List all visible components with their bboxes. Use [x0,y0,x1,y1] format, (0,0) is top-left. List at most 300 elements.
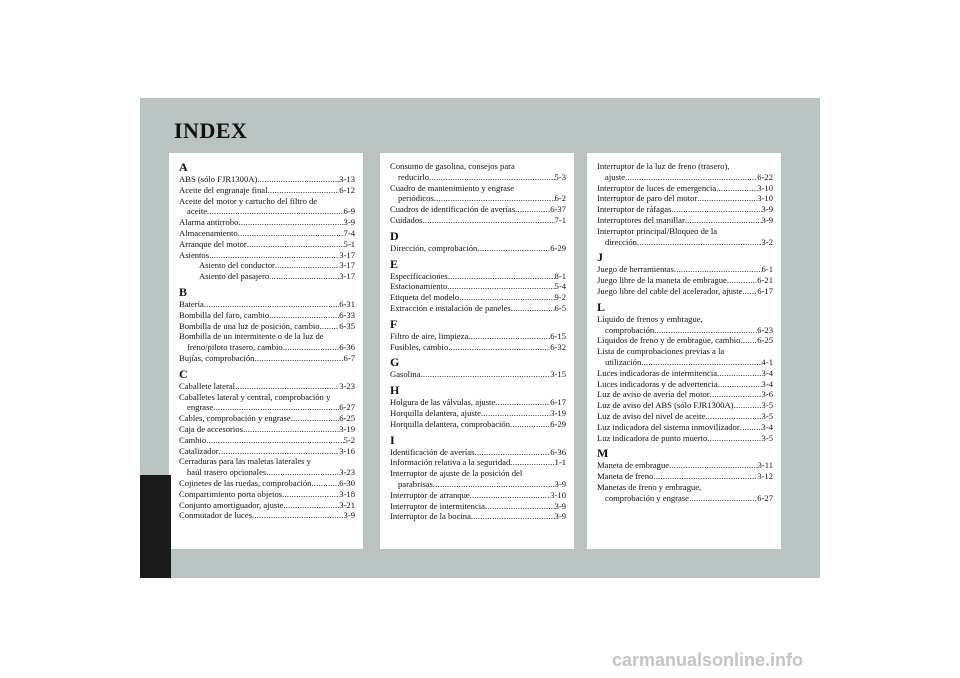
index-entry-text: Manetas de freno y embrague, [597,481,702,492]
index-page-number: 6-30 [339,477,355,488]
index-page-number: 3-5 [761,400,773,411]
index-page-number: 3-4 [761,421,773,432]
index-page-number: 6-21 [757,275,773,286]
index-entry [179,321,355,332]
index-page-number: 8-1 [554,270,566,281]
dot-leader [254,353,343,364]
index-page-number: 6-36 [550,446,566,457]
index-entry [179,260,355,271]
index-page-number: 3-19 [550,407,566,418]
index-page-number: 6-15 [550,330,566,341]
dot-leader [510,419,550,430]
dot-leader [238,217,343,228]
index-entry [179,478,355,489]
index-letter-heading: B [179,284,188,299]
index-entry [390,183,566,194]
index-entry [597,400,773,411]
dot-leader [477,243,550,254]
dot-leader [209,250,339,261]
index-entry-text: Interruptor de luces de emergencia [597,182,717,193]
index-entry [390,479,566,490]
index-entry-text: freno/piloto trasero, cambio [187,342,283,353]
index-entry [597,325,773,336]
index-page-number: 6-29 [550,418,566,429]
index-letter-heading: G [390,355,400,370]
dot-leader [740,335,757,346]
index-entry-text: Interruptor de arranque [390,489,470,500]
index-entry [390,408,566,419]
index-entry [390,161,566,172]
dot-leader [219,446,340,457]
dot-leader [282,489,339,500]
index-page-number: 3-4 [761,378,773,389]
index-page-number: 6-9 [343,206,355,217]
index-entry-text: Cuadros de identificación de averías [390,204,516,215]
index-entry [390,457,566,468]
dot-leader [485,501,555,512]
index-page-number: 3-9 [761,214,773,225]
dot-leader [727,275,757,286]
index-entry [597,226,773,237]
index-page-number: 3-21 [339,499,355,510]
index-entry [597,215,773,226]
index-page-number: 3-5 [761,432,773,443]
index-entry [179,435,355,446]
index-page-number: 6-1 [761,264,773,275]
dot-leader [625,172,757,183]
index-entry [597,471,773,482]
index-entry-text: Etiqueta del modelo [390,292,460,303]
index-entry [597,264,773,275]
index-entry-text: Cables, comprobación y engrase [179,413,291,424]
index-page-number: 6-29 [550,242,566,253]
dot-leader [697,193,757,204]
index-entry [179,299,355,310]
index-entry [597,161,773,172]
index-entry-text: Especificaciones [390,270,448,281]
index-entry [597,422,773,433]
dot-leader [510,457,554,468]
index-entry [179,353,355,364]
index-entry [390,369,566,380]
index-entry [597,493,773,504]
index-entry-text: Luz de aviso del nivel de aceite [597,410,706,421]
index-page-number: 3-11 [757,460,773,471]
index-letter-heading: H [390,383,400,398]
manual-page [140,98,820,578]
index-page-number: 6-17 [757,285,773,296]
dot-leader [669,460,758,471]
dot-leader [717,368,762,379]
chapter-tab [140,475,171,578]
index-entry [390,204,566,215]
index-page-number: 3-9 [554,500,566,511]
index-page-number: 3-23 [339,467,355,478]
index-entry [179,217,355,228]
index-entry [179,413,355,424]
index-entry [390,281,566,292]
index-entry-text: Caballetes lateral y central, comprobación y [179,391,331,402]
index-entry [390,490,566,501]
index-entry-text: Cuadro de mantenimiento y engrase [390,182,515,193]
page-title: INDEX [174,118,248,143]
index-entry [179,467,355,478]
index-page-number: 6-2 [554,193,566,204]
index-entry [390,172,566,183]
index-entry-text: Aceite del engranaje final [179,184,268,195]
index-page-number: 3-5 [761,410,773,421]
dot-leader [459,292,554,303]
index-entry-text: Luz de aviso de avería del motor [597,389,710,400]
index-entry-text: ajuste [605,171,626,182]
index-letter-heading: I [390,432,395,447]
dot-leader [235,381,339,392]
index-entry-text: Compartimiento porta objetos [179,488,283,499]
dot-leader [434,193,555,204]
watermark: carmanualsonline.info [612,650,804,670]
index-entry-text: engrase [187,402,214,413]
index-entry-text: Luces indicadoras de intermitencia [597,367,718,378]
index-entry-text: Bombilla de una luz de posición, cambio [179,320,320,331]
index-entry-text: utilización [605,356,642,367]
index-entry [390,447,566,458]
index-column-3 [587,153,781,549]
dot-leader [283,342,340,353]
index-entry-text: Interruptor de ajuste de la posición del [390,468,523,479]
index-entry-text: Aceite del motor y cartucho del filtro de [179,195,318,206]
index-page-number: 3-18 [339,488,355,499]
index-entry-text: Juego libre de la maneta de embrague [597,275,727,286]
index-entry [179,271,355,282]
index-entry-text: Filtro de aire, limpieza [390,330,469,341]
index-entry [179,310,355,321]
index-entry [390,419,566,430]
index-entry [597,389,773,400]
index-entry [179,392,355,403]
index-page-number: 3-17 [339,260,355,271]
index-page-number: 6-12 [339,184,355,195]
index-page-number: 3-9 [554,478,566,489]
index-entry [597,172,773,183]
index-page-number: 6-31 [339,298,355,309]
index-entry-text: Bujías, comprobación [179,352,255,363]
index-entry [597,460,773,471]
index-entry [179,500,355,511]
index-entry-text: Luz de aviso del ABS (sólo FJR1300A) [597,400,734,411]
index-entry [390,331,566,342]
dot-leader [742,286,757,297]
dot-leader [247,239,344,250]
dot-leader [671,204,761,215]
dot-leader [468,331,550,342]
index-entry-text: Cuidados [390,214,423,225]
index-entry-text: Caja de accesorios [179,423,243,434]
index-letter-heading: J [597,250,603,265]
index-entry [179,342,355,353]
index-entry [179,174,355,185]
index-page-number: 3-2 [761,236,773,247]
dot-leader [257,174,339,185]
dot-leader [448,271,555,282]
index-page-number: 9-2 [554,292,566,303]
index-entry-text: Conmutador de luces [179,510,253,521]
index-entry [390,292,566,303]
dot-leader [433,479,555,490]
index-page-number: 5-2 [343,434,355,445]
index-entry [597,482,773,493]
index-entry-text: Caballete lateral [179,380,236,391]
index-entry-text: Batería [179,298,204,309]
index-entry [597,183,773,194]
index-column-1 [169,153,363,549]
index-entry [179,446,355,457]
index-entry-text: parabrisas [398,478,433,489]
index-page-number: 3-17 [339,249,355,260]
index-entry [597,411,773,422]
dot-leader [266,467,339,478]
index-page-number: 6-33 [339,309,355,320]
index-entry-text: Interruptor de ráfagas [597,204,672,215]
index-entry-text: Identificación de averías [390,446,475,457]
index-letter-heading: L [597,299,606,314]
index-page-number: 6-27 [757,492,773,503]
index-entry-text: Lista de comprobaciones previas a la [597,346,725,357]
dot-leader [421,369,551,380]
dot-leader [515,204,550,215]
index-page-number: 3-9 [343,217,355,228]
index-entry [179,206,355,217]
dot-leader [238,228,344,239]
index-entry [390,243,566,254]
index-entry-text: comprobación [605,324,655,335]
index-page-number: 5-1 [343,238,355,249]
index-letter-heading: F [390,316,398,331]
index-entry-text: periódicos [398,193,434,204]
index-entry [390,468,566,479]
dot-leader [705,411,761,422]
index-entry [597,286,773,297]
index-entry-text: Catalizador [179,445,219,456]
index-entry-text: Horquilla delantera, comprobación [390,418,511,429]
index-entry [390,271,566,282]
dot-leader [269,271,339,282]
index-entry-text: Asientos [179,249,210,260]
index-page-number: 6-32 [550,341,566,352]
index-entry-text: Líquidos de freno y de embrague, cambio [597,335,741,346]
index-entry [179,331,355,342]
index-entry-text: Luz indicadora del sistema inmovilizador [597,421,740,432]
dot-leader [471,511,555,522]
index-page-number: 3-4 [761,367,773,378]
index-entry [179,196,355,207]
index-page-number: 6-5 [554,302,566,313]
index-letter-heading: E [390,256,399,271]
index-page-number: 3-23 [339,380,355,391]
index-entry-text: Información relativa a la seguridad [390,457,511,468]
index-page-number: 3-13 [339,174,355,184]
dot-leader [481,408,550,419]
dot-leader [474,447,550,458]
dot-leader [283,500,339,511]
index-entry-text: Interruptores del manillar [597,214,685,225]
dot-leader [291,413,340,424]
dot-leader [422,215,554,226]
index-entry-text: Horquilla delantera, ajuste [390,407,481,418]
index-entry [179,456,355,467]
dot-leader [311,478,339,489]
index-page-number: 6-36 [339,342,355,353]
dot-leader [716,183,757,194]
dot-leader [207,206,343,217]
index-page-number: 3-16 [339,445,355,456]
index-page-number: 3-19 [339,423,355,434]
index-entry [597,368,773,379]
dot-leader [275,260,339,271]
dot-leader [243,424,339,435]
index-entry-text: Líquido de frenos y embrague, [597,313,703,324]
index-entry-text: Conjunto amortiguador, ajuste [179,499,284,510]
index-entry-text: Dirección, comprobación [390,242,478,253]
index-entry-text: aceite [187,206,208,217]
dot-leader [654,325,757,336]
dot-leader [447,281,554,292]
dot-leader [269,310,339,321]
index-entry [597,379,773,390]
index-entry-text: Luz indicadora de punto muerto [597,432,708,443]
dot-leader [252,510,344,521]
index-entry-text: Asiento del conductor [199,260,275,271]
dot-leader [429,172,555,183]
index-page-number: 3-17 [339,271,355,282]
index-entry [390,397,566,408]
index-entry [390,501,566,512]
index-entry-text: baúl trasero opcionales [187,467,267,478]
dot-leader [511,303,555,314]
index-entry-text: Extracción e instalación de paneles [390,302,511,313]
index-entry-text: Bombilla de un intermitente o de la luz de [179,331,324,342]
index-letter-heading: M [597,446,609,461]
index-entry [597,204,773,215]
index-page-number: 3-9 [761,204,773,215]
index-entry-text: Juego de herramientas [597,264,674,275]
index-page-number: 7-4 [343,227,355,238]
dot-leader [707,433,761,444]
index-entry [179,510,355,521]
dot-leader [637,237,762,248]
index-entry-text: Maneta de embrague [597,460,670,471]
index-page-number: 3-12 [757,471,773,482]
index-entry [179,228,355,239]
index-page-number: 6-22 [757,171,773,182]
index-entry [597,237,773,248]
dot-leader [495,397,550,408]
index-page-number: 3-10 [550,489,566,500]
dot-leader [206,435,343,446]
index-page-number: 4-1 [761,356,773,367]
dot-leader [641,357,761,368]
index-page-number: 1-1 [554,457,566,468]
index-page-number: 6-23 [757,324,773,335]
index-column-2 [380,153,574,549]
index-entry-text: Consumo de gasolina, consejos para [390,161,515,171]
index-entry [390,193,566,204]
index-entry-text: dirección [605,236,637,247]
dot-leader [470,490,551,501]
index-page-number: 3-15 [550,369,566,380]
index-entry-text: Cojinetes de las ruedas, comprobación [179,477,312,488]
index-page-number: 3-9 [554,511,566,522]
index-entry [390,342,566,353]
index-entry-text: ABS (sólo FJR1300A) [179,174,258,184]
index-letter-heading: C [179,366,188,381]
dot-leader [448,342,550,353]
index-entry-text: reducirlo [398,171,430,182]
index-entry [179,489,355,500]
index-entry-text: Cerraduras para las maletas laterales y [179,456,311,467]
index-page-number: 5-4 [554,281,566,292]
index-entry [179,185,355,196]
index-entry-text: Almacenamiento [179,227,238,238]
index-entry [597,193,773,204]
dot-leader [740,422,762,433]
index-entry [179,381,355,392]
index-page-number: 6-25 [339,413,355,424]
dot-leader [710,389,762,400]
index-entry-text: Holgura de las válvulas, ajuste [390,397,496,408]
index-entry [179,424,355,435]
index-page-number: 6-37 [550,204,566,215]
index-entry [597,335,773,346]
index-entry-text: Luces indicadoras y de advertencia [597,378,718,389]
dot-leader [268,185,340,196]
index-entry-text: Gasolina [390,369,421,380]
index-entry-text: Interruptor de paro del motor [597,193,698,204]
dot-leader [674,264,762,275]
index-page-number: 3-10 [757,193,773,204]
index-page-number: 3-9 [343,510,355,521]
index-entry-text: Fusibles, cambio [390,341,449,352]
index-page-number: 6-25 [757,335,773,346]
index-entry [179,250,355,261]
index-page-number: 7-1 [554,214,566,225]
dot-leader [734,400,762,411]
dot-leader [653,471,757,482]
index-letter-heading: D [390,228,399,243]
index-entry-text: Maneta de freno [597,471,654,482]
dot-leader [718,379,762,390]
index-page-number: 6-35 [339,320,355,331]
index-entry-text: Interruptor de la luz de freno (trasero), [597,161,730,171]
dot-leader [320,321,340,332]
index-page-number: 6-17 [550,397,566,408]
dot-leader [213,402,339,413]
index-entry [597,314,773,325]
index-entry-text: Alarma antirrobo [179,217,239,228]
index-entry [597,346,773,357]
index-page-number: 3-10 [757,182,773,193]
index-entry-text: Cambio [179,434,207,445]
index-entry-text: Juego libre del cable del acelerador, ajuste [597,285,743,296]
index-entry-text: Asiento del pasajero [199,271,270,282]
index-entry [390,511,566,522]
index-entry [597,357,773,368]
index-letter-heading: A [179,160,188,174]
dot-leader [204,299,339,310]
index-entry [597,433,773,444]
index-entry [179,239,355,250]
index-page-number: 6-7 [343,352,355,363]
index-page-number: 6-27 [339,402,355,413]
